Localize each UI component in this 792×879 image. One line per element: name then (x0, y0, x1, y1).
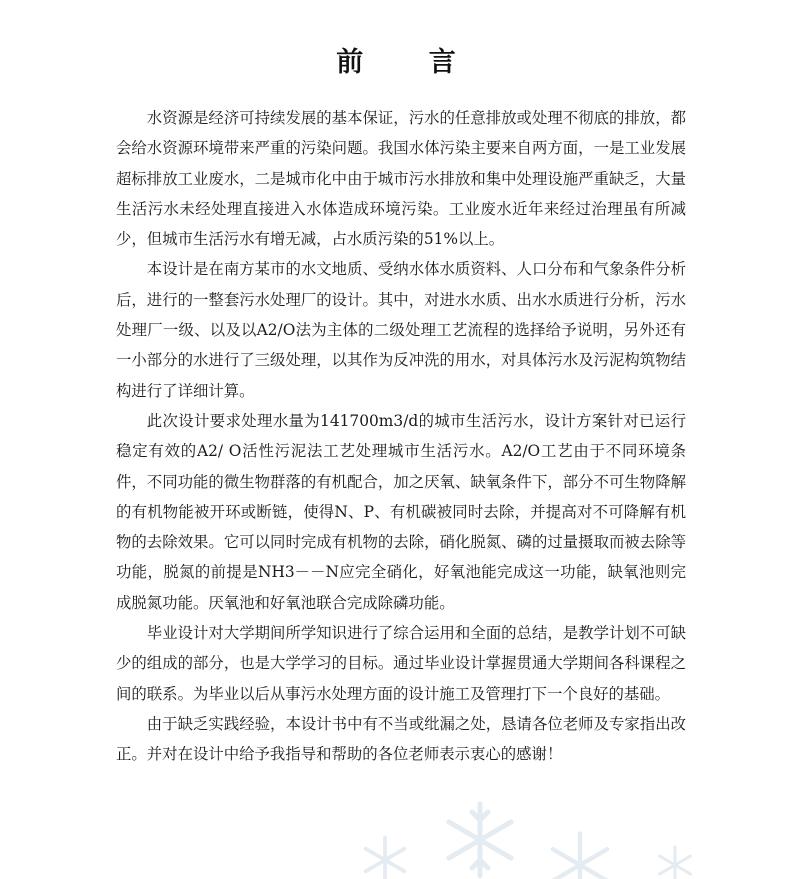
page-title: 前 言 (336, 47, 484, 79)
snowflake-watermark-icon (360, 835, 410, 879)
snowflake-watermark-icon (545, 830, 615, 879)
paragraph-water-resources: 水资源是经济可持续发展的基本保证，污水的任意排放或处理不彻底的排放，都会给水资源环境带来严重的污染问题。我国水体污染主要来自两方面，一是工业发展超标排放工业废水，二是城市化中由于城市污水排放和集中处理设施严重缺乏，大量生活污水未经处理直接进入水体造成环境污染。工业废水近年来经过治理虽有所减少，但城市生活污水有增无减，占水质污染的51%以上。 (116, 109, 686, 249)
paragraph-acknowledgement: 由于缺乏实践经验，本设计书中有不当或纰漏之处，恳请各位老师及专家指出改正。并对在设计中给予我指导和帮助的各位老师表示衷心的感谢！ (116, 714, 686, 764)
snowflake-watermark-icon (440, 800, 520, 879)
paragraph-graduation-design: 毕业设计对大学期间所学知识进行了综合运用和全面的总结，是教学计划不可缺少的组成的部分，也是大学学习的目标。通过毕业设计掌握贯通大学期间各科课程之间的联系。为毕业以后从事污水处理方面的设计施工及管理打下一个良好的基础。 (116, 624, 686, 703)
snowflake-watermark-icon (655, 845, 695, 879)
document-body (116, 103, 686, 770)
paragraph-design-scope: 本设计是在南方某市的水文地质、受纳水体水质资料、人口分布和气象条件分析后，进行的一整套污水处理厂的设计。其中，对进水水质、出水水质进行分析，污水处理厂一级、以及以A2/O法为主体的二级处理工艺流程的选择给予说明，另外还有一小部分的水进行了三级处理，以其作为反冲洗的用水，对具体污水及污泥构筑物结构进行了详细计算。 (116, 260, 686, 400)
paragraph-a2o-process: 此次设计要求处理水量为141700m3/d的城市生活污水，设计方案针对已运行稳定有效的A2/ O活性污泥法工艺处理城市生活污水。A2/O工艺由于不同环境条件，不同功能的微生物群落的有机配合，加之厌氧、缺氧条件下，部分不可生物降解的有机物能被开环或断链，使得N、P、有机碳被同时去除，并提高对不可降解有机物的去除效果。它可以同时完成有机物的去除，硝化脱氮、磷的过量摄取而被去除等功能，脱氮的前提是NH3－－N应完全硝化，好氧池能完成这一功能，缺氧池则完成脱氮功能。厌氧池和好氧池联合完成除磷功能。 (116, 411, 686, 612)
